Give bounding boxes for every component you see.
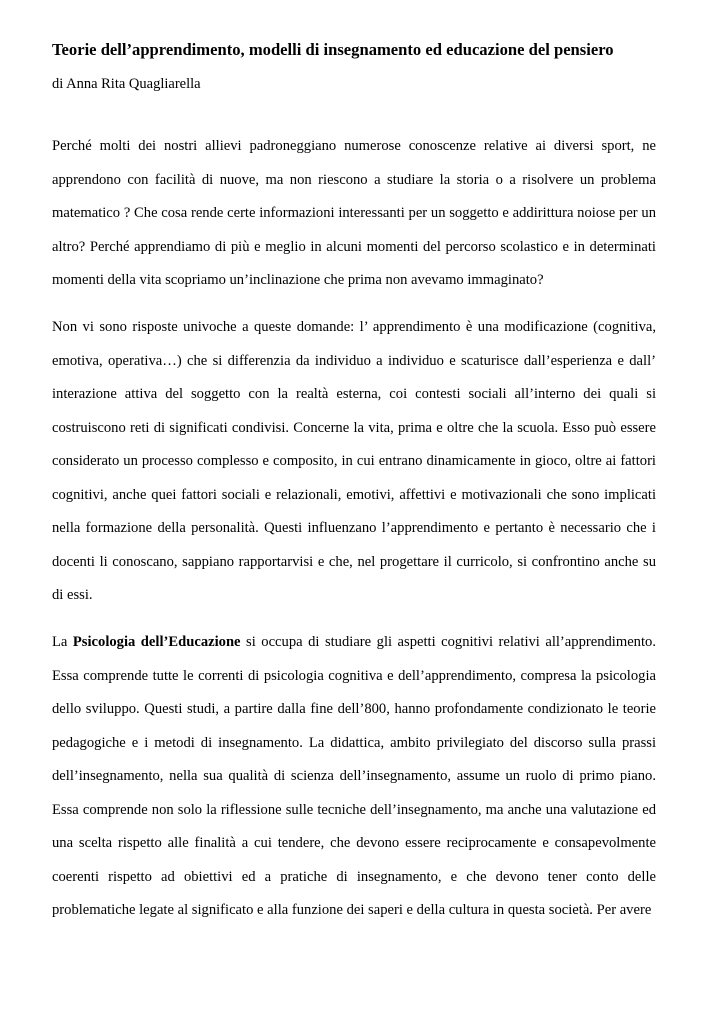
author-line: di Anna Rita Quagliarella bbox=[52, 76, 201, 92]
paragraph-3 bbox=[52, 626, 656, 928]
paragraph-1: Perché molti dei nostri allievi padroneggiano numerose conoscenze relative ai diversi sport, ne apprendono con facilità di nuove, ma non riescono a studiare la storia o a risolvere un problema matematico ? Che cosa rende certe informazioni interessanti per un soggetto e addirittura noiose per un altro? Perché apprendiamo di più e meglio in alcuni momenti del percorso scolastico e in determinati momenti della vita scopriamo un’inclinazione che prima non avevamo immaginato? bbox=[52, 138, 656, 288]
paragraph-2: Non vi sono risposte univoche a queste domande: l’ apprendimento è una modificazione (cognitiva, emotiva, operativa…) che si differenzia da individuo a individuo e scaturisce dall’esperienza e dall’ interazione attiva del soggetto con la realtà esterna, coi contesti sociali all’interno dei quali si costruiscono reti di significati condivisi. Concerne la vita, prima e oltre che la scuola. Esso può essere considerato un processo complesso e composito, in cui entrano dinamicamente in gioco, oltre ai fattori cognitivi, anche quei fattori sociali e relazionali, emotivi, affettivi e motivazionali che sono implicati nella formazione della personalità. Questi influenzano l’apprendimento e pertanto è necessario che i docenti li conoscano, sappiano rapportarvisi e che, nel progettare il curricolo, si confrontino anche su di essi. bbox=[52, 319, 656, 603]
paragraph-3-prefix: La bbox=[52, 634, 73, 650]
paragraph-3-body: si occupa di studiare gli aspetti cognitivi relativi all’apprendimento. Essa comprende tutte le correnti di psicologia cognitiva e dell’apprendimento, compresa la psicologia dello sviluppo. Questi studi, a partire dalla fine dell’800, hanno profondamente condizionato le teorie pedagogiche e i metodi di insegnamento. La didattica, ambito privilegiato del discorso sulla prassi dell’insegnamento, nella sua qualità di scienza dell’insegnamento, assume un ruolo di primo piano. Essa comprende non solo la riflessione sulle tecniche dell’insegnamento, ma anche una valutazione ed una scelta rispetto alle finalità a cui tendere, che devono essere reciprocamente e consapevolmente coerenti rispetto ad obiettivi ed a pratiche di insegnamento, e che devono tener conto delle problematiche legate al significato e alla funzione dei saperi e della cultura in questa società. Per avere bbox=[52, 634, 656, 918]
psicologia-educazione-term: Psicologia dell’Educazione bbox=[72, 634, 241, 650]
document-title: Teorie dell’apprendimento, modelli di insegnamento ed educazione del pensiero bbox=[52, 40, 614, 59]
